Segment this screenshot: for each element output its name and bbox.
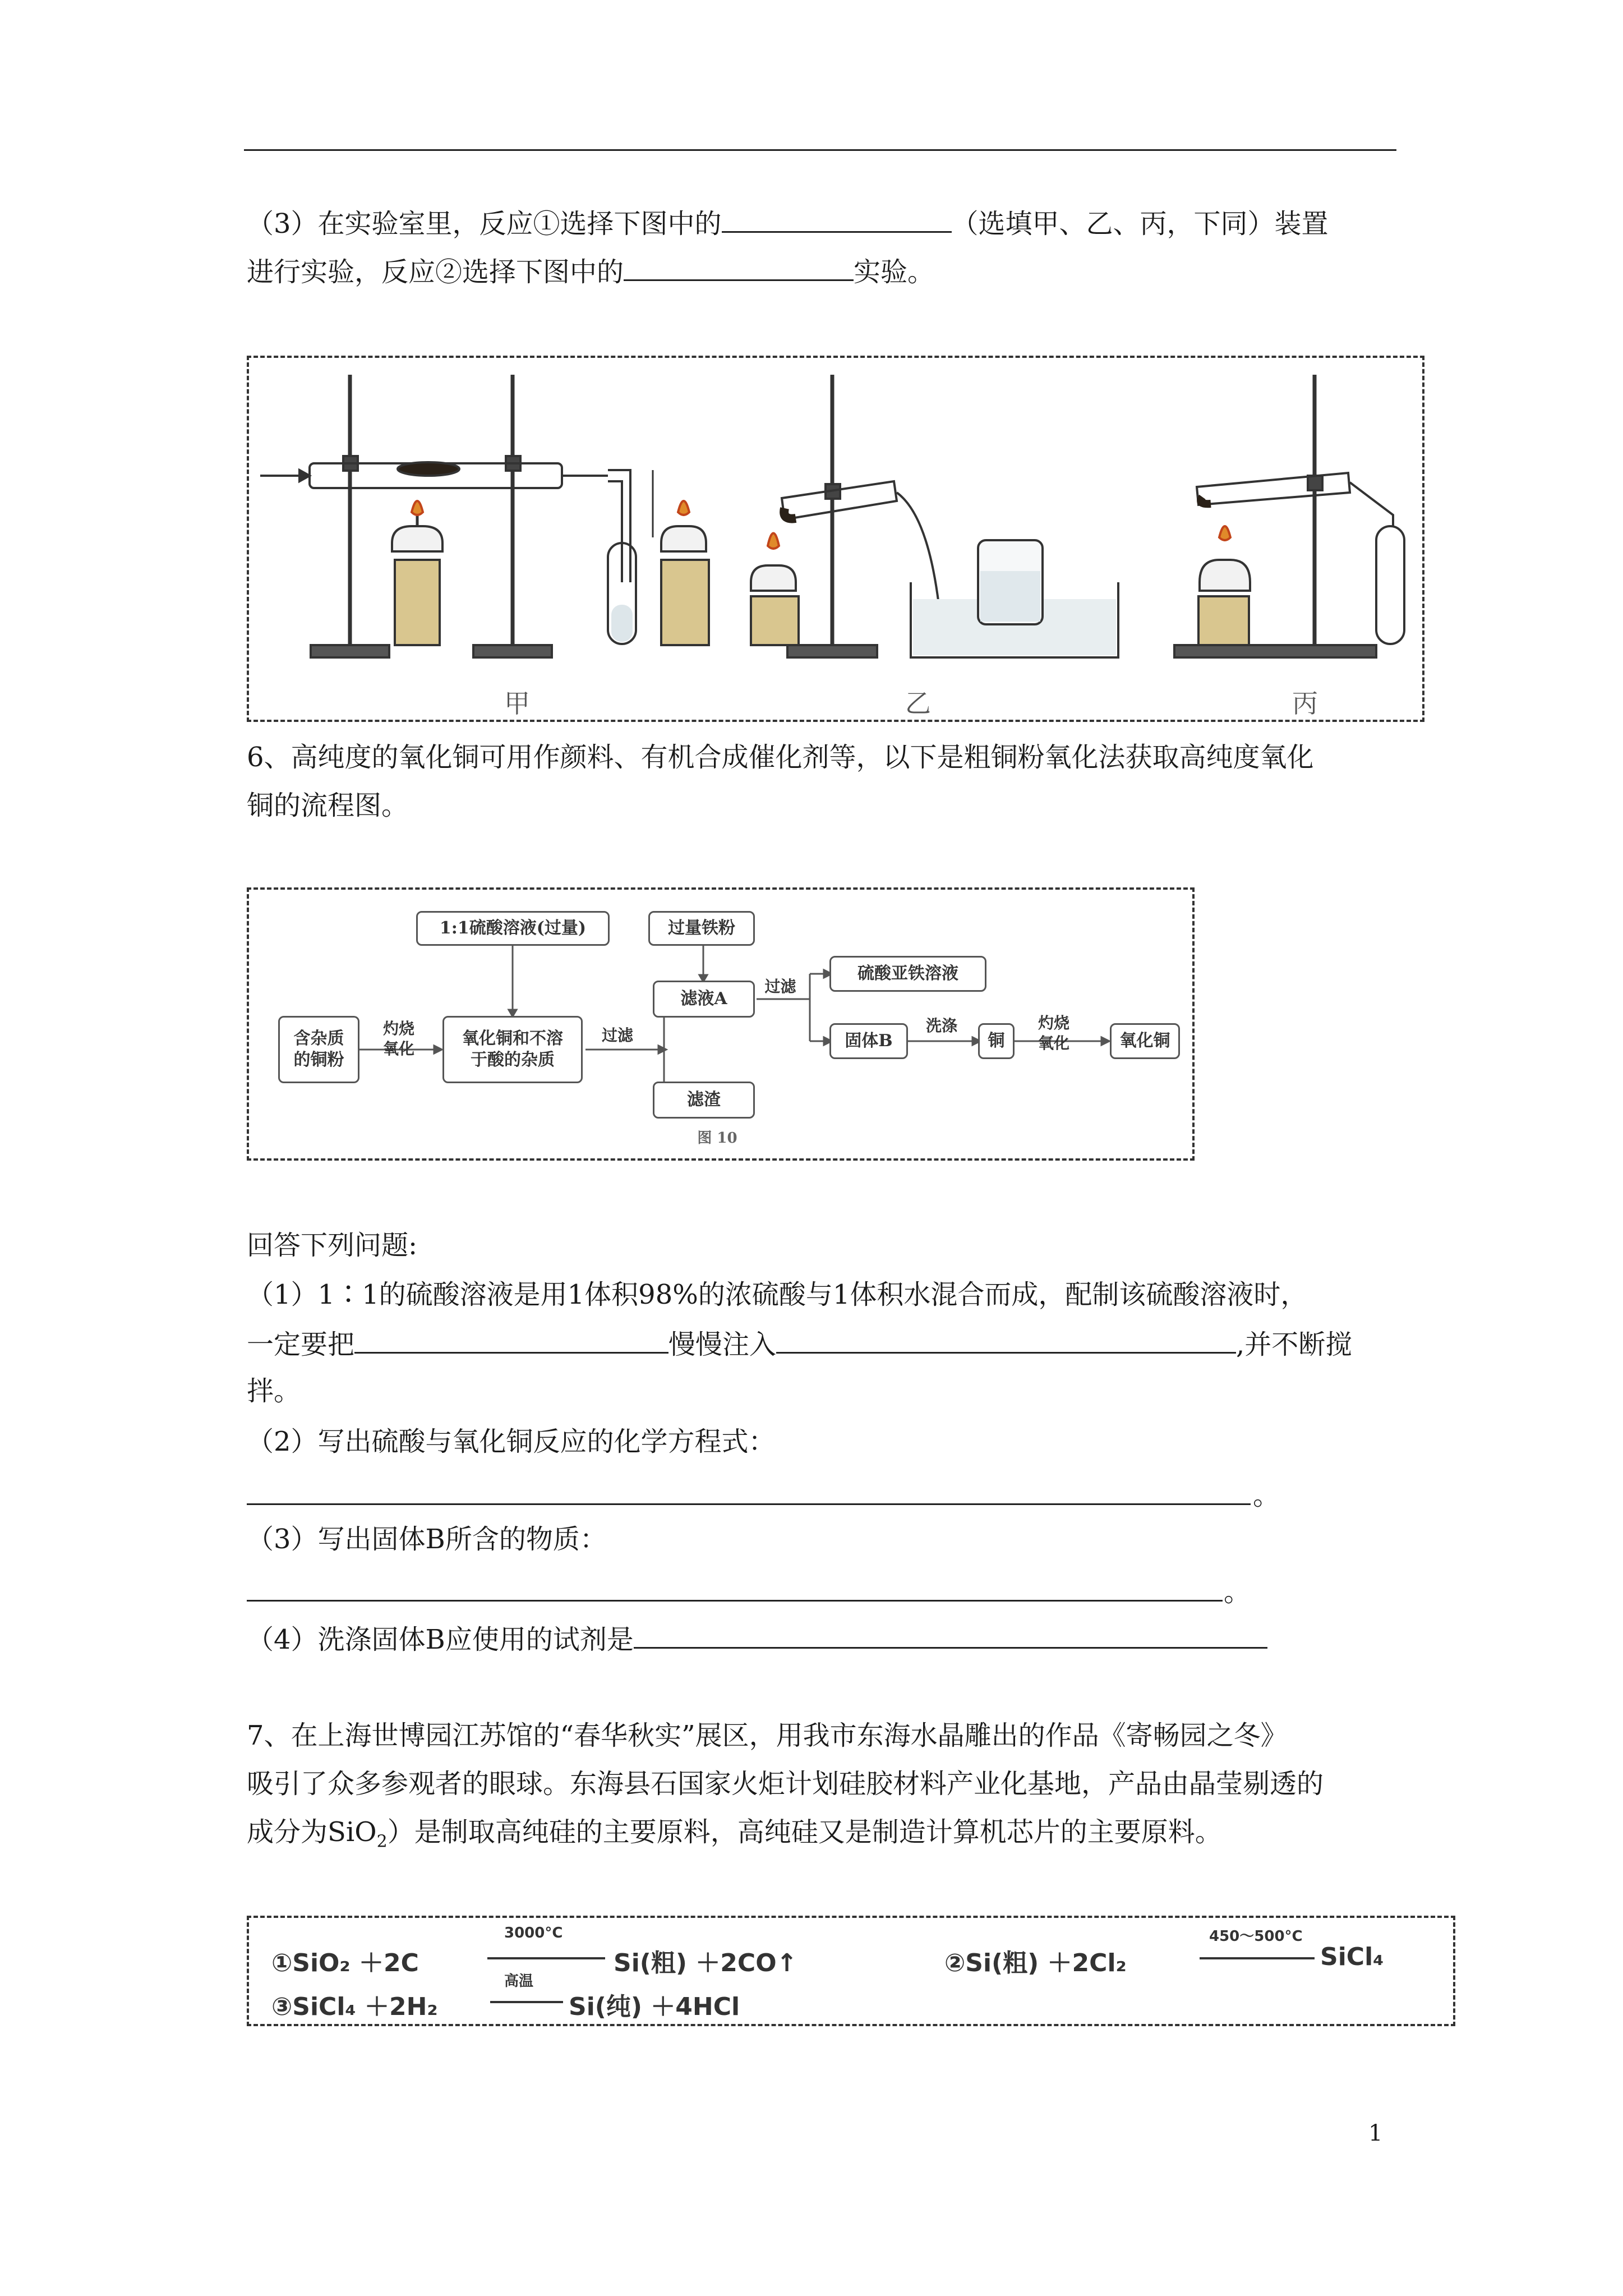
flow-residue: 滤渣: [653, 1082, 755, 1119]
q6-p1-line3: 拌。: [247, 1375, 301, 1407]
q7-line2: 吸引了众多参观者的眼球。东海县石国家火炬计划硅胶材料产业化基地，产品由晶莹剔透的: [247, 1768, 1324, 1800]
eq1-right: Si(粗) ＋2CO↑: [614, 1949, 797, 1977]
flow-filter1: 过滤: [601, 1026, 633, 1045]
flow-raw-copper: 含杂质 的铜粉: [278, 1016, 359, 1083]
q6-blank-2[interactable]: [776, 1329, 1236, 1354]
flow-iron: 过量铁粉: [648, 911, 755, 946]
q6-p2: （2）写出硫酸与氧化铜反应的化学方程式：: [247, 1426, 776, 1457]
flow-caption: 图 10: [697, 1130, 737, 1147]
q6-p3-end: 。: [1224, 1576, 1251, 1608]
eq1-left: ①SiO₂ ＋2C: [271, 1949, 419, 1977]
flow-roast1: 灼烧 氧化: [382, 1019, 414, 1058]
flow-ferrous-sulfate: 硫酸亚铁溶液: [829, 956, 986, 992]
q6-blank-1[interactable]: [354, 1329, 668, 1354]
eq3-left: ③SiCl₄ ＋2H₂: [271, 1993, 438, 2021]
flow-wash: 洗涤: [925, 1016, 957, 1035]
apparatus-drawing: [249, 358, 1422, 720]
q6-p4: （4）洗涤固体B应使用的试剂是: [247, 1625, 1267, 1653]
eq1-condition: 3000°C: [504, 1925, 563, 1941]
eq2-right: SiCl₄: [1320, 1943, 1384, 1971]
label-jia: 甲: [504, 688, 530, 719]
label-yi: 乙: [905, 688, 931, 719]
eq3-right: Si(纯) ＋4HCl: [569, 1993, 740, 2021]
flow-product: 氧化铜: [1110, 1023, 1180, 1059]
q7-line3: 成分为SiO$_2$）是制取高纯硅的主要原料，高纯硅又是制造计算机芯片的主要原料。: [247, 1816, 1222, 1852]
q6-intro-line2: 铜的流程图。: [247, 790, 409, 821]
eq2-line: [1200, 1957, 1315, 1959]
flow-solid-b: 固体B: [829, 1023, 908, 1059]
flow-filtrate-a: 滤液A: [653, 981, 755, 1018]
equations-figure: [247, 1916, 1455, 2026]
flow-mix: 氧化铜和不溶 于酸的杂质: [442, 1016, 583, 1083]
flow-roast2: 灼烧 氧化: [1038, 1014, 1069, 1052]
flow-copper: 铜: [978, 1023, 1015, 1059]
q6-p3: （3）写出固体B所含的物质：: [247, 1524, 607, 1555]
header-rule: [244, 149, 1396, 151]
q6-answer-heading: 回答下列问题:: [247, 1230, 418, 1261]
flowchart-figure: [247, 887, 1195, 1161]
flow-acid: 1:1硫酸溶液(过量): [416, 911, 610, 946]
eq3-line: [490, 2001, 563, 2003]
q6-p2-end: 。: [1253, 1480, 1280, 1511]
q6-p1-line2: 一定要把 慢慢注入 ,并不断搅: [247, 1329, 1353, 1360]
q6-p3-answer-line[interactable]: [247, 1600, 1223, 1602]
q6-p2-answer-line[interactable]: [247, 1503, 1251, 1505]
q5-line2: 进行实验，反应②选择下图中的 实验。: [247, 256, 935, 288]
eq2-left: ②Si(粗) ＋2Cl₂: [944, 1949, 1127, 1977]
q5-blank-2[interactable]: [624, 257, 854, 281]
eq2-condition: 450～500°C: [1209, 1928, 1303, 1945]
q6-p1-line1: （1）1∶1的硫酸溶液是用1体积98%的浓硫酸与1体积水混合而成，配制该硫酸溶液时，: [247, 1279, 1308, 1310]
q5-line1: （3）在实验室里，反应①选择下图中的 （选填甲、乙、丙，下同）装置: [247, 208, 1329, 240]
page-number: 1: [1368, 2120, 1383, 2146]
eq1-line: [487, 1957, 605, 1959]
q6-blank-4[interactable]: [634, 1625, 1267, 1649]
q7-line1: 7、在上海世博园江苏馆的“春华秋实”展区，用我市东海水晶雕出的作品《寄畅园之冬》: [247, 1720, 1288, 1751]
q6-intro-line1: 6、高纯度的氧化铜可用作颜料、有机合成催化剂等，以下是粗铜粉氧化法获取高纯度氧化: [247, 742, 1314, 773]
q5-blank-1[interactable]: [722, 209, 952, 233]
eq3-condition: 高温: [504, 1973, 534, 1990]
label-bing: 丙: [1292, 688, 1318, 719]
apparatus-figure: [247, 356, 1424, 722]
flow-filter2: 过滤: [764, 977, 796, 996]
